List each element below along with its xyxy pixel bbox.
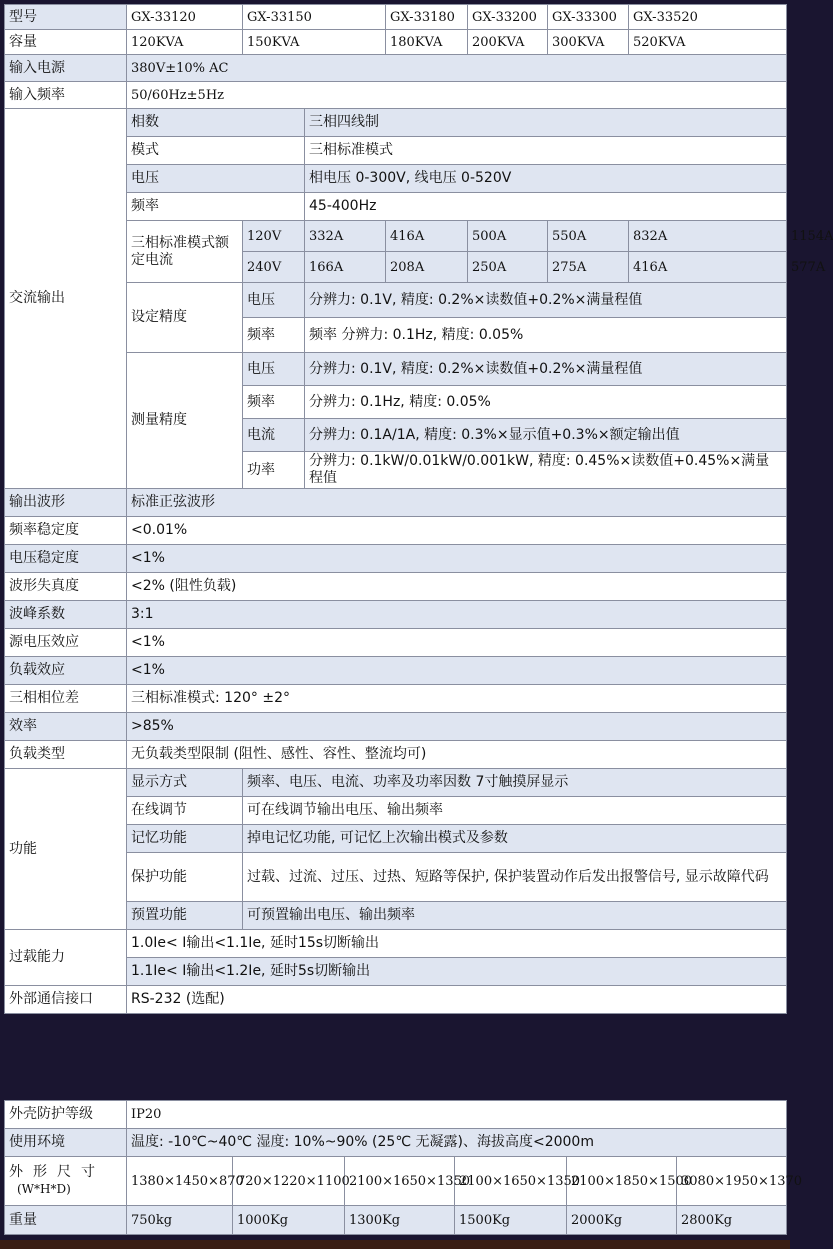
table-row [5, 545, 787, 573]
value-cell: 380V±10% AC [127, 55, 787, 82]
weight-cell: 750kg [127, 1206, 233, 1235]
weight-cell: 2800Kg [677, 1206, 787, 1235]
row-label: 外壳防护等级 [5, 1101, 127, 1129]
table-row [5, 82, 787, 109]
param-label: 电流 [243, 419, 305, 452]
dimension-cell: 1380×1450×870 [127, 1157, 233, 1206]
weight-cell: 2000Kg [567, 1206, 677, 1235]
current-cell: 550A [548, 221, 629, 252]
param-label: 电压 [127, 165, 305, 193]
table-row: 240V 166A 208A 250A 275A 416A 577A [5, 252, 787, 283]
model-cell: GX-33300 [548, 5, 629, 30]
table-row [5, 1129, 787, 1157]
function-value: 过载、过流、过压、过热、短路等保护, 保护装置动作后发出报警信号, 显示故障代码 [243, 853, 787, 902]
row-label: 使用环境 [5, 1129, 127, 1157]
row-label: 负载效应 [5, 657, 127, 685]
value-cell: >85% [127, 713, 787, 741]
capacity-cell: 300KVA [548, 30, 629, 55]
spec-table [4, 4, 833, 1014]
spec-table-2 [4, 1100, 803, 1235]
current-cell: 250A [468, 252, 548, 283]
table-row [5, 1101, 787, 1129]
dimension-cell: 3080×1950×1370 [677, 1157, 787, 1206]
table-row [5, 986, 787, 1014]
row-label: 波形失真度 [5, 573, 127, 601]
param-label: 相数 [127, 109, 305, 137]
separator [0, 1093, 790, 1100]
row-label: 源电压效应 [5, 629, 127, 657]
voltage-level: 240V [243, 252, 305, 283]
capacity-cell: 150KVA [243, 30, 386, 55]
param-label: 电压 [243, 353, 305, 386]
row-label: 效率 [5, 713, 127, 741]
dimension-cell: 2100×1650×1350 [455, 1157, 567, 1206]
overload-value: 1.1Ie< I输出<1.2Ie, 延时5s切断输出 [127, 958, 787, 986]
table-row [5, 741, 787, 769]
dim-sub: (W*H*D) [17, 1182, 71, 1196]
weight-cell: 1300Kg [345, 1206, 455, 1235]
row-label: 容量 [5, 30, 127, 55]
table-row [5, 629, 787, 657]
row-label: 外部通信接口 [5, 986, 127, 1014]
table-row [5, 5, 787, 30]
current-cell: 832A [629, 221, 787, 252]
current-cell: 332A [305, 221, 386, 252]
capacity-cell: 520KVA [629, 30, 787, 55]
current-cell: 416A [386, 221, 468, 252]
table-row: 三相标准模式额定电流 120V 332A 416A 500A 550A 832A 1154A [5, 221, 787, 252]
table-row [5, 109, 787, 137]
table-row [5, 517, 787, 545]
measure-accuracy-label: 测量精度 [127, 353, 243, 489]
model-cell: GX-33520 [629, 5, 787, 30]
value-cell: RS-232 (选配) [127, 986, 787, 1014]
value-cell: <1% [127, 545, 787, 573]
param-value: 分辨力: 0.1V, 精度: 0.2%×读数值+0.2%×满量程值 [305, 283, 787, 318]
table-row [5, 657, 787, 685]
table-row [5, 30, 787, 55]
weight-cell: 1000Kg [233, 1206, 345, 1235]
function-label: 预置功能 [127, 902, 243, 930]
current-cell: 416A [629, 252, 787, 283]
table-row [5, 685, 787, 713]
table-row [5, 573, 787, 601]
overload-label: 过载能力 [5, 930, 127, 986]
ac-output-label: 交流输出 [5, 109, 127, 489]
table-row [5, 769, 787, 797]
param-label: 模式 [127, 137, 305, 165]
function-value: 频率、电压、电流、功率及功率因数 7寸触摸屏显示 [243, 769, 787, 797]
current-cell: 500A [468, 221, 548, 252]
current-cell: 275A [548, 252, 629, 283]
param-value: 分辨力: 0.1Hz, 精度: 0.05% [305, 386, 787, 419]
value-cell: IP20 [127, 1101, 787, 1129]
function-value: 可在线调节输出电压、输出频率 [243, 797, 787, 825]
param-label: 频率 [127, 193, 305, 221]
table-row [5, 489, 787, 517]
dimension-cell: 720×1220×1100 [233, 1157, 345, 1206]
dimension-cell: 2100×1850×1500 [567, 1157, 677, 1206]
function-value: 可预置输出电压、输出频率 [243, 902, 787, 930]
table-row [5, 713, 787, 741]
capacity-cell: 180KVA [386, 30, 468, 55]
param-value: 相电压 0-300V, 线电压 0-520V [305, 165, 787, 193]
table-row [5, 601, 787, 629]
value-cell: 三相标准模式: 120° ±2° [127, 685, 787, 713]
spec-table-main [4, 4, 833, 1014]
table-row [5, 1157, 787, 1206]
value-cell: <0.01% [127, 517, 787, 545]
function-label: 记忆功能 [127, 825, 243, 853]
param-value: 分辨力: 0.1kW/0.01kW/0.001kW, 精度: 0.45%×读数值+0.45%×满量程值 [305, 452, 787, 489]
rated-current-label: 三相标准模式额定电流 [127, 221, 243, 283]
current-cell: 166A [305, 252, 386, 283]
row-label: 三相相位差 [5, 685, 127, 713]
spec-table-bottom [4, 1100, 803, 1235]
param-label: 电压 [243, 283, 305, 318]
param-value: 分辨力: 0.1V, 精度: 0.2%×读数值+0.2%×满量程值 [305, 353, 787, 386]
value-cell: 无负载类型限制 (阻性、感性、容性、整流均可) [127, 741, 787, 769]
row-label: 输入电源 [5, 55, 127, 82]
row-label: 输入频率 [5, 82, 127, 109]
param-label: 功率 [243, 452, 305, 489]
model-cell: GX-33200 [468, 5, 548, 30]
value-cell: <1% [127, 657, 787, 685]
weight-cell: 1500Kg [455, 1206, 567, 1235]
model-cell: GX-33180 [386, 5, 468, 30]
value-cell: <1% [127, 629, 787, 657]
dim-title: 外形尺寸 [9, 1164, 105, 1180]
voltage-level: 120V [243, 221, 305, 252]
row-label: 重量 [5, 1206, 127, 1235]
current-cell: 208A [386, 252, 468, 283]
capacity-cell: 200KVA [468, 30, 548, 55]
param-value: 45-400Hz [305, 193, 787, 221]
overload-value: 1.0Ie< I输出<1.1Ie, 延时15s切断输出 [127, 930, 787, 958]
value-cell: 温度: -10℃~40℃ 湿度: 10%~90% (25℃ 无凝露)、海拔高度<2000m [127, 1129, 787, 1157]
param-value: 频率 分辨力: 0.1Hz, 精度: 0.05% [305, 318, 787, 353]
table-row [5, 55, 787, 82]
table-row [5, 930, 787, 958]
param-value: 三相标准模式 [305, 137, 787, 165]
row-label: 波峰系数 [5, 601, 127, 629]
function-label: 在线调节 [127, 797, 243, 825]
function-value: 掉电记忆功能, 可记忆上次输出模式及参数 [243, 825, 787, 853]
value-cell: 50/60Hz±5Hz [127, 82, 787, 109]
capacity-cell: 120KVA [127, 30, 243, 55]
table-row [5, 1206, 787, 1235]
value-cell: <2% (阻性负载) [127, 573, 787, 601]
value-cell: 标准正弦波形 [127, 489, 787, 517]
param-label: 频率 [243, 318, 305, 353]
function-label: 保护功能 [127, 853, 243, 902]
functions-label: 功能 [5, 769, 127, 930]
set-accuracy-label: 设定精度 [127, 283, 243, 353]
dimensions-label [5, 1157, 127, 1206]
row-label: 输出波形 [5, 489, 127, 517]
function-label: 显示方式 [127, 769, 243, 797]
dimension-cell: 2100×1650×1350 [345, 1157, 455, 1206]
row-label: 电压稳定度 [5, 545, 127, 573]
param-value: 分辨力: 0.1A/1A, 精度: 0.3%×显示值+0.3%×额定输出值 [305, 419, 787, 452]
bottom-bar [0, 1240, 790, 1249]
row-label: 型号 [5, 5, 127, 30]
model-cell: GX-33150 [243, 5, 386, 30]
value-cell: 3:1 [127, 601, 787, 629]
param-label: 频率 [243, 386, 305, 419]
row-label: 频率稳定度 [5, 517, 127, 545]
param-value: 三相四线制 [305, 109, 787, 137]
row-label: 负载类型 [5, 741, 127, 769]
model-cell: GX-33120 [127, 5, 243, 30]
